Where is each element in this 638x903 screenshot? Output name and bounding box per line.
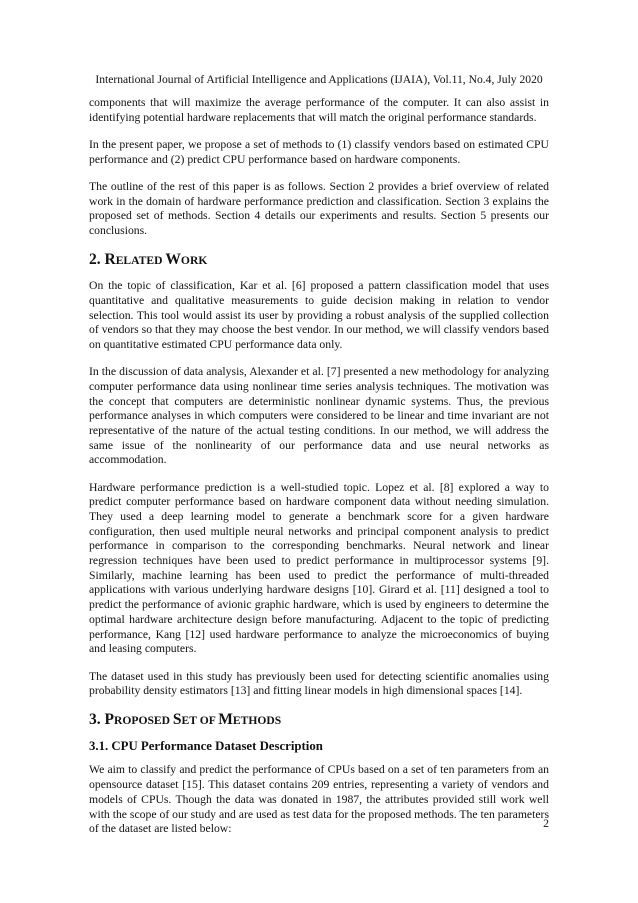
section-3-heading: 3. PROPOSED SET OF METHODS — [89, 711, 282, 729]
dataset-description-paragraph: We aim to classify and predict the performance of CPUs based on a set of ten parameters from an opensource dataset [15]. This dataset contains 209 entries, representing a variety of vendors and models of CPUs. Though the data was donated in 1987, the attributes provided still work well with the scope of our study and are used as test data for the proposed methods. The ten parameters of the dataset are listed below: — [89, 763, 549, 836]
intro-paragraph-1: components that will maximize the average performance of the computer. It can also assist in identifying potential hardware replacements that will match the original performance standards. — [89, 96, 549, 124]
page-content — [89, 96, 549, 849]
related-work-paragraph-2: In the discussion of data analysis, Alexander et al. [7] presented a new methodology for analyzing computer performance data using nonlinear time series analysis techniques. The motivation was the concept that computers are deterministic nonlinear dynamic systems. Thus, the previous performance analyses in which computers were considered to be linear and time invariant are not representative of the nature of the actual testing conditions. In our method, we will address the same issue of the nonlinearity of our performance data and use neural networks as accommodation. — [89, 365, 549, 467]
subsection-3-1-heading: 3.1. CPU Performance Dataset Description — [89, 739, 323, 754]
page-number: 2 — [543, 817, 549, 830]
related-work-paragraph-4: The dataset used in this study has previously been used for detecting scientific anomalies using probability density estimators [13] and fitting linear models in high dimensional spaces [14]. — [89, 669, 549, 698]
related-work-paragraph-1: On the topic of classification, Kar et al. [6] proposed a pattern classification model that uses quantitative and qualitative measurements to guide decision making in relation to vendor selection. This tool would assist its user by providing a robust analysis of the supplied collection of vendors so that they may choose the best vendor. In our method, we will classify vendors based on quantitative estimated CPU performance data only. — [89, 279, 549, 351]
intro-paragraph-3: The outline of the rest of this paper is as follows. Section 2 provides a brief overview of related work in the domain of hardware performance prediction and classification. Section 3 explains the proposed set of methods. Section 4 details our experiments and results. Section 5 presents our conclusions. — [89, 179, 549, 237]
related-work-paragraph-3: Hardware performance prediction is a well-studied topic. Lopez et al. [8] explored a way to predict computer performance based on hardware component data without needing simulation. They used a deep learning model to generate a benchmark score for a given hardware configuration, then used multiple neural networks and principal component analysis to predict performance in comparison to the corresponding benchmarks. Neural network and linear regression techniques have been used to predict performance in multiprocessor systems [9]. Similarly, machine learning has been used to predict the performance of multi-threaded applications with various underlying hardware designs [10]. Girard et al. [11] designed a tool to predict the performance of avionic graphic hardware, which is used by engineers to determine the optimal hardware architecture design before manufacturing. Adjacent to the topic of predicting performance, Kang [12] used hardware performance to analyze the microeconomics of buying and leasing computers. — [89, 480, 549, 656]
intro-paragraph-2: In the present paper, we propose a set of methods to (1) classify vendors based on estimated CPU performance and (2) predict CPU performance based on hardware components. — [89, 137, 549, 166]
section-2-heading: 2. RELATED WORK — [89, 251, 208, 269]
journal-header: International Journal of Artificial Intelligence and Applications (IJAIA), Vol.11, No.4, July 2020 — [95, 73, 543, 86]
